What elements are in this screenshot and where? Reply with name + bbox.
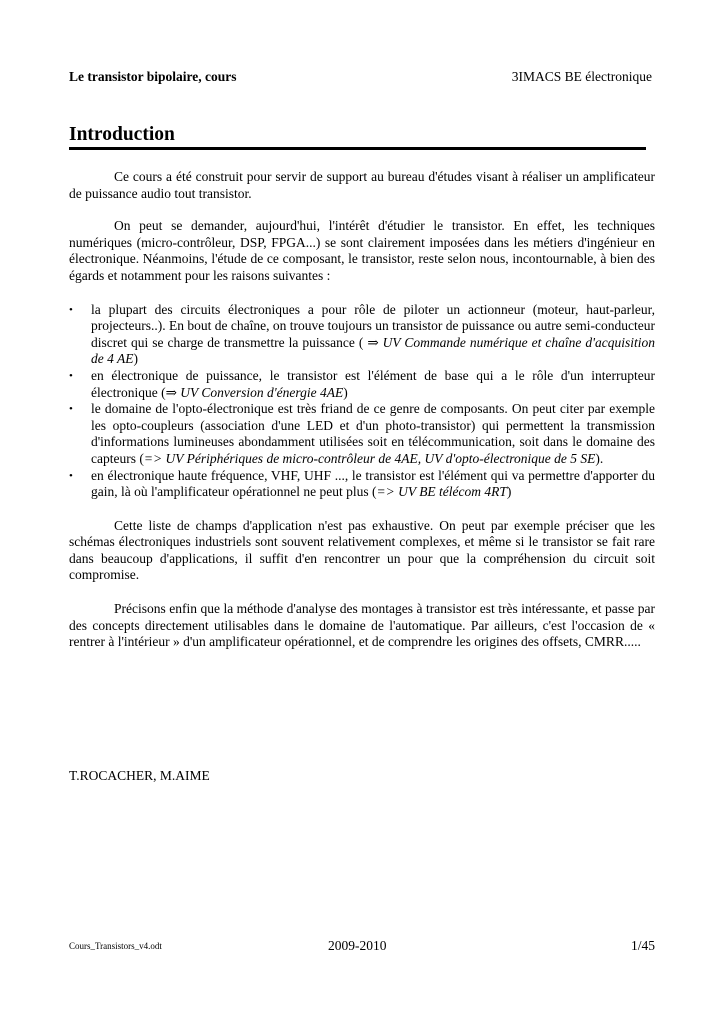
bullet-icon: • (69, 403, 73, 416)
footer-year: 2009-2010 (328, 938, 387, 953)
paragraph-method: Précisons enfin que la méthode d'analyse des montages à transistor est très intéressante, et passe par des concepts directement utilisables dans le domaine de l'automatique. Par ailleurs, c'est l'occasion de « rentrer à l'intérieur » d'un amplificateur opérationnel, et de comprendre les origines des offsets, CMRR..... (69, 601, 655, 650)
list-item-reference: => UV BE télécom 4RT (376, 484, 507, 500)
authors-signature: T.ROCACHER, M.AIME (69, 768, 210, 783)
page-footer (69, 938, 655, 956)
section-title: Introduction (69, 124, 175, 145)
paragraph-applications: Cette liste de champs d'application n'est pas exhaustive. On peut par exemple préciser que les schémas électroniques industriels sont souvent relativement complexes, et même si le transistor se fait rare dans beaucoup d'applications, il suffit d'en rencontrer un pour que la compréhension du circuit soit compromise. (69, 517, 655, 583)
list-item (69, 468, 655, 501)
reasons-list (69, 302, 655, 501)
document-body (69, 169, 655, 651)
list-item-closing: ) (343, 384, 348, 400)
list-item-text: en électronique de puissance, le transistor est l'élément de base qui a le rôle d'un interrupteur électronique ( (91, 367, 655, 400)
list-item-reference: => UV Périphériques de micro-contrôleur de 4AE, UV d'opto-électronique de 5 SE (143, 450, 596, 466)
page-header (69, 69, 652, 89)
list-item (69, 401, 655, 467)
paragraph-intro: Ce cours a été construit pour servir de support au bureau d'études visant à réaliser un amplificateur de puissance audio tout transistor. (69, 169, 655, 201)
bullet-icon: • (69, 303, 73, 316)
list-item-text: le domaine de l'opto-électronique est très friand de ce genre de composants. On peut citer par exemple les opto-coupleurs (association d'une LED et d'un photo-transistor) qui permettent la transmission d'informations lumineuses abondamment utilisées soit en télécommunication, soit dans le domaine des capteurs ( (91, 401, 655, 466)
paragraph-question: On peut se demander, aujourd'hui, l'intérêt d'étudier le transistor. En effet, les techniques numériques (micro-contrôleur, DSP, FPGA...) se sont clairement imposées dans les métiers d'ingénieur en électronique. Néanmoins, l'étude de ce composant, le transistor, reste selon nous, incontournable, à bien des égards et notamment pour les raisons suivantes : (69, 218, 655, 283)
list-item-reference: ⇒ UV Commande numérique et chaîne d'acquisition de 4 AE (91, 334, 655, 367)
list-item-closing: ) (506, 484, 512, 500)
page-number: 1/45 (630, 938, 655, 953)
list-item-text: la plupart des circuits électroniques a pour rôle de piloter un actionneur (moteur, haut-parleur, projecteurs..). En bout de chaîne, on trouve toujours un transistor de puissance ou autre semi-conducteur discret qui se charge de transmettre la puissance ( (91, 301, 655, 350)
list-item-reference: ⇒ UV Conversion d'énergie 4AE (165, 384, 344, 400)
header-course: 3IMACS BE électronique (511, 69, 652, 84)
bullet-icon: • (69, 469, 73, 482)
list-item-closing: ) (133, 351, 138, 367)
list-item (69, 302, 655, 368)
title-underline (69, 147, 646, 150)
header-title: Le transistor bipolaire, cours (69, 69, 237, 84)
list-item-text: en électronique haute fréquence, VHF, UHF ..., le transistor est l'élément qui va permettre d'apporter du gain, là où l'amplificateur opérationnel ne peut plus ( (91, 467, 655, 500)
list-item-closing: ). (595, 450, 604, 466)
list-item (69, 368, 655, 401)
footer-filename: Cours_Transistors_v4.odt (69, 941, 162, 951)
bullet-icon: • (69, 369, 73, 382)
